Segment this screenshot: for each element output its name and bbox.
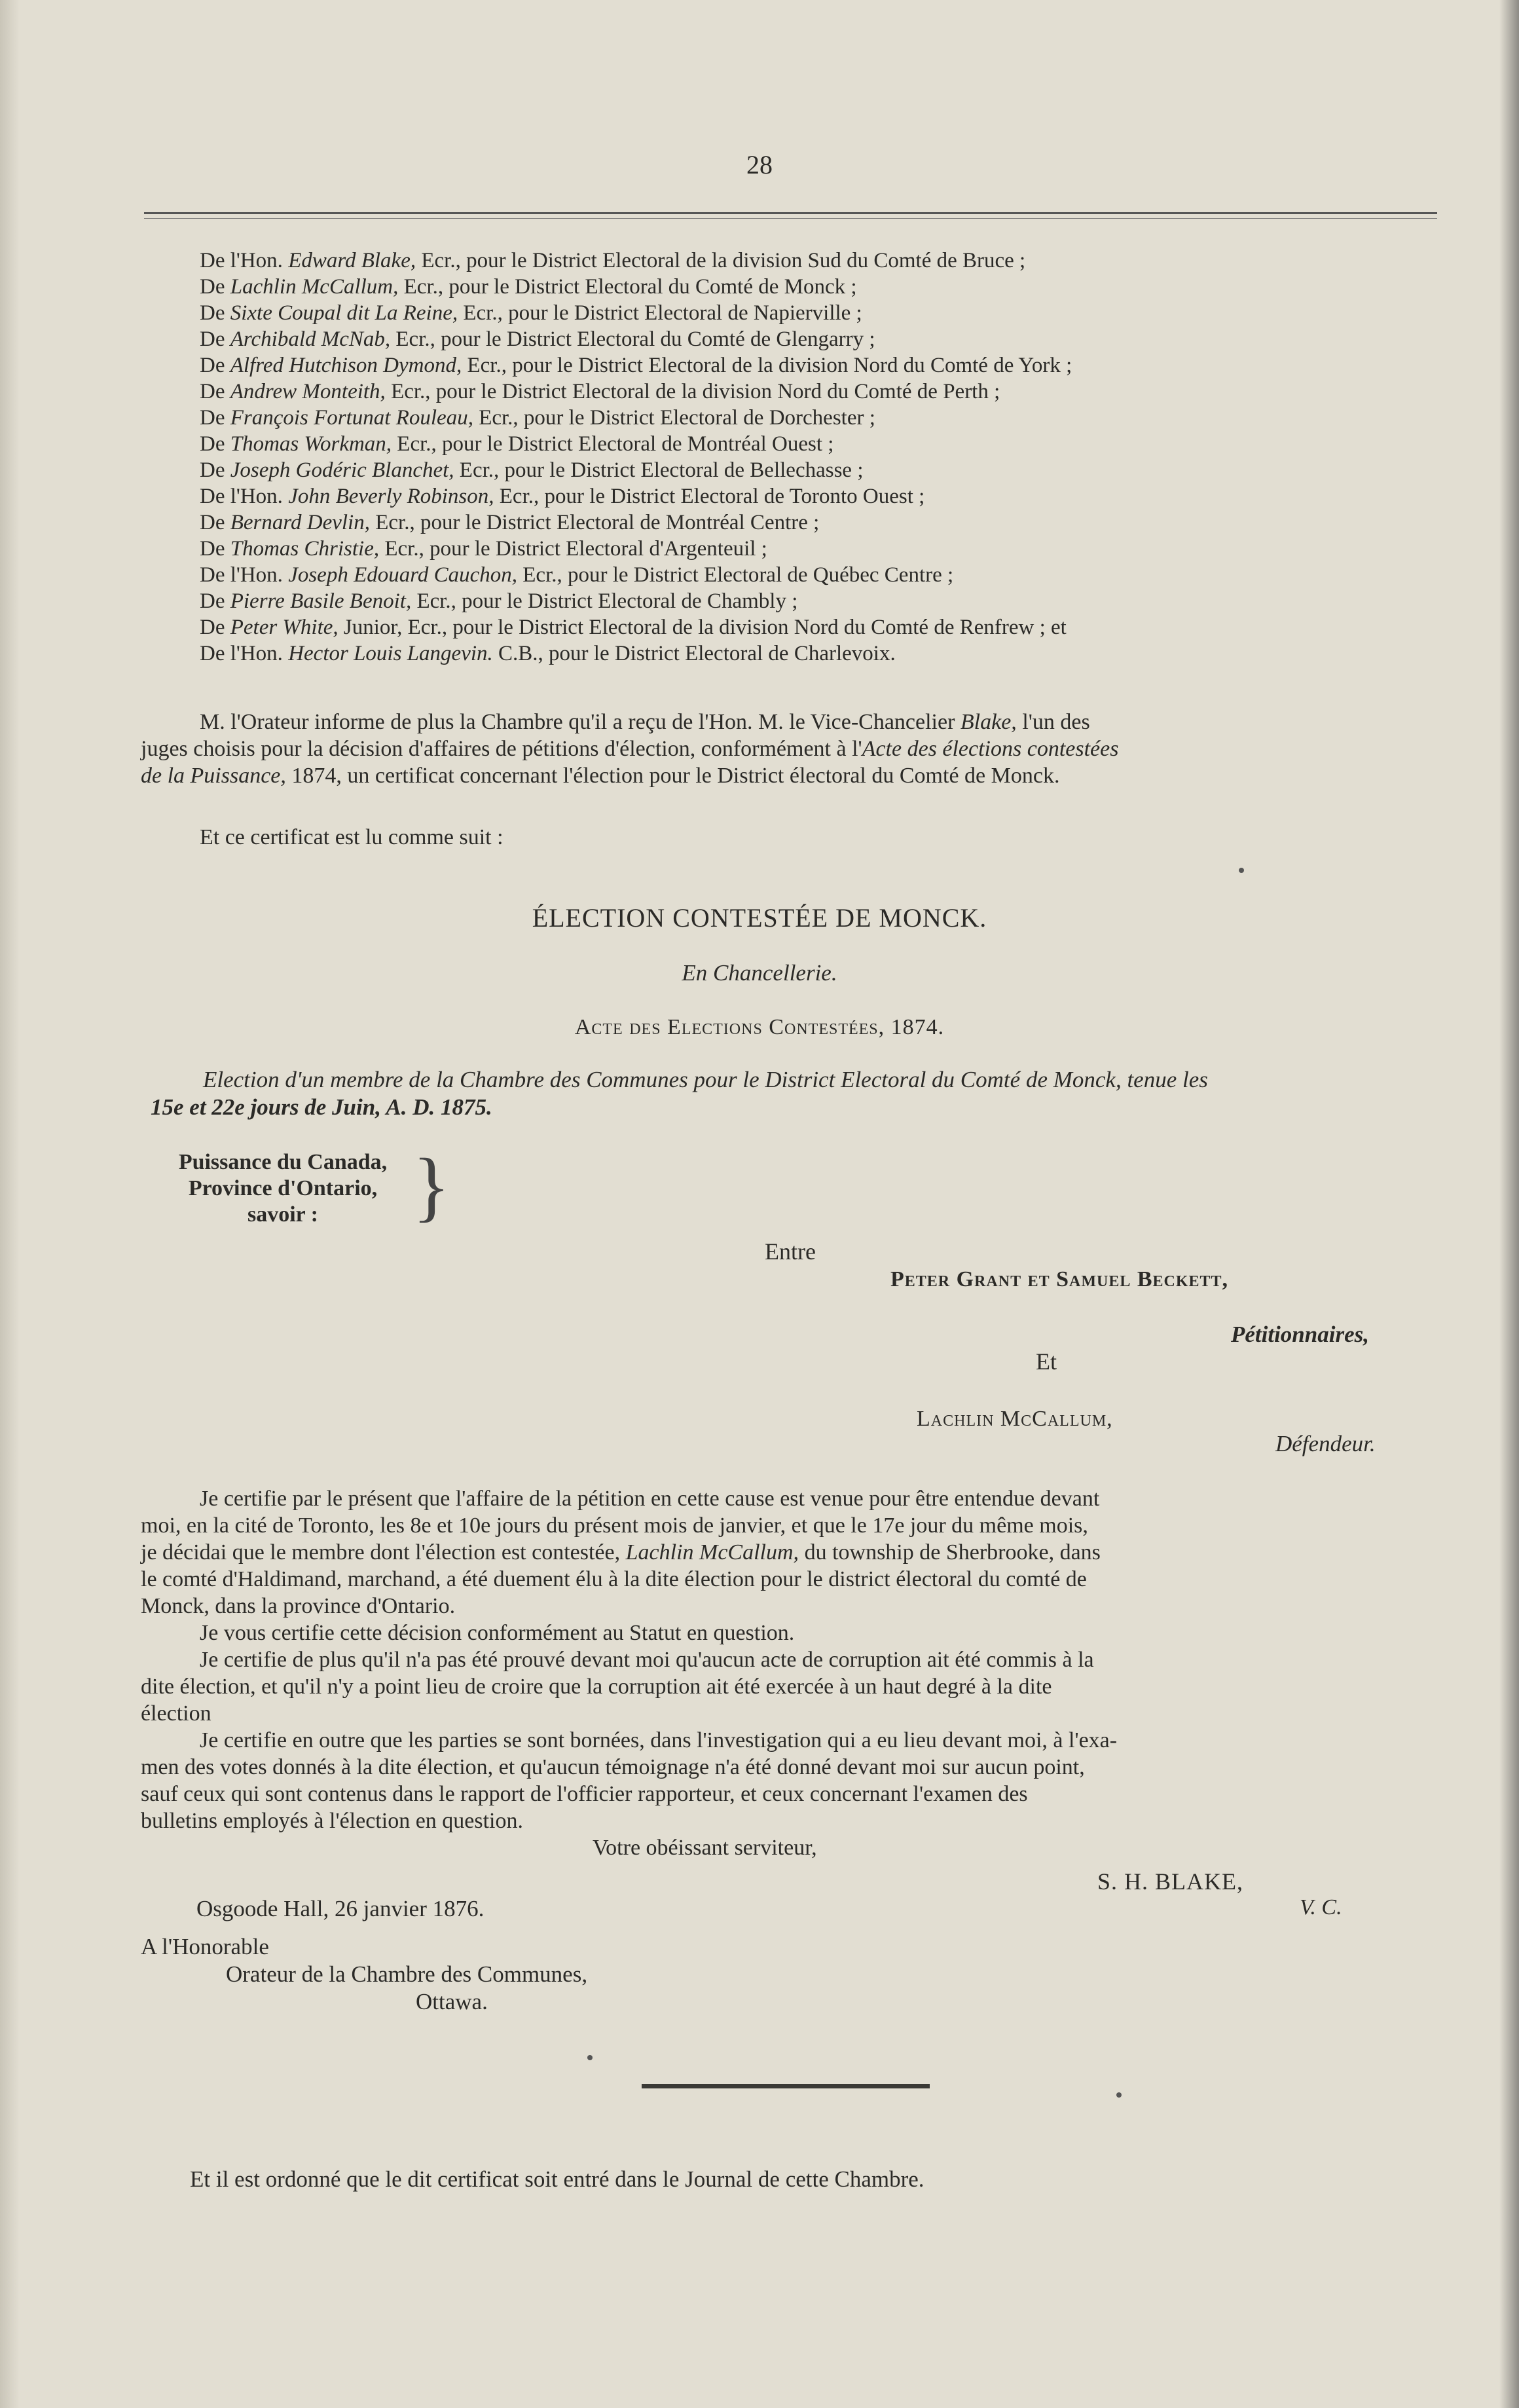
member-line: De François Fortunat Rouleau, Ecr., pour le District Electoral de Dorchester ; bbox=[200, 406, 875, 430]
member-line: De Peter White, Junior, Ecr., pour le District Electoral de la division Nord du Comté de Renfrew ; et bbox=[200, 616, 1067, 639]
certificate-body: Je certifie par le présent que l'affaire de la pétition en cette cause est venue pour être entendue devant moi, en la cité de Toronto, les 8e et 10e jours du présent mois de janvier, et que le 17e jour du même mois, je décidai que le membre dont l'élection est contestée, Lachlin McCallum, du township de Sherbrooke, dans le comté d'Haldimand, marchand, a été duement élu à la dite élection pour le district électoral du comté de Monck, dans la province d'Ontario. Je vous certifie cette décision conformément au Statut en question. Je certifie de plus qu'il n'a pas été prouvé devant moi qu'aucun acte de corruption ait été commis à la dite élection, et qu'il n'y a point lieu de croire que la corruption ait été exercée à un haut degré à la dite élection Je certifie en outre que les parties se sont bornées, dans l'investigation qui a eu lieu devant moi, à l'exa- men des votes donnés à la dite élection, et qu'aucun témoignage n'a été donné devant moi sur aucun point, sauf ceux qui sont contenus dans le rapport de l'officier rapporteur, et ceux concernant l'examen des bulletins employés à l'élection en question. Votre obéissant serviteur, bbox=[141, 1487, 1118, 1860]
final-order: Et il est ordonné que le dit certificat soit entré dans le Journal de cette Chambre. bbox=[190, 2166, 924, 2192]
subheading-acte: Acte des Elections Contestées, 1874. bbox=[574, 1015, 945, 1039]
member-line: De l'Hon. Joseph Edouard Cauchon, Ecr., pour le District Electoral de Québec Centre ; bbox=[200, 563, 954, 587]
signature-name: S. H. BLAKE, bbox=[1097, 1868, 1244, 1895]
address-block: A l'Honorable Orateur de la Chambre des Communes, Ottawa. bbox=[141, 1934, 588, 2014]
section-heading: ÉLECTION CONTESTÉE DE MONCK. bbox=[532, 903, 987, 933]
footer-rule bbox=[642, 2084, 930, 2088]
member-line: De Pierre Basile Benoit, Ecr., pour le District Electoral de Chambly ; bbox=[200, 589, 798, 613]
member-line: De l'Hon. Edward Blake, Ecr., pour le District Electoral de la division Sud du Comté de Bruce ; bbox=[200, 249, 1026, 272]
brace-icon: } bbox=[412, 1142, 450, 1229]
header-rule-thin bbox=[144, 218, 1437, 219]
petitionnaires-label: Pétitionnaires, bbox=[1231, 1322, 1369, 1347]
member-line: De Alfred Hutchison Dymond, Ecr., pour le District Electoral de la division Nord du Comté de York ; bbox=[200, 354, 1072, 377]
speck bbox=[1116, 2092, 1122, 2098]
place-date: Osgoode Hall, 26 janvier 1876. bbox=[196, 1896, 485, 1921]
paragraph-lecture: Et ce certificat est lu comme suit : bbox=[200, 825, 503, 849]
member-list bbox=[200, 248, 1470, 667]
petitioners-names: Peter Grant et Samuel Beckett, bbox=[890, 1267, 1229, 1291]
et-label: Et bbox=[1036, 1348, 1057, 1375]
speck bbox=[587, 2055, 593, 2060]
member-line: De Lachlin McCallum, Ecr., pour le District Electoral du Comté de Monck ; bbox=[200, 275, 857, 299]
member-line: De Archibald McNab, Ecr., pour le District Electoral du Comté de Glengarry ; bbox=[200, 327, 875, 351]
page-shadow-right bbox=[1499, 0, 1519, 2408]
member-line: De Sixte Coupal dit La Reine, Ecr., pour le District Electoral de Napierville ; bbox=[200, 301, 862, 325]
member-line: De Thomas Workman, Ecr., pour le District Electoral de Montréal Ouest ; bbox=[200, 432, 834, 456]
paragraph-orateur: M. l'Orateur informe de plus la Chambre qu'il a reçu de l'Hon. M. le Vice-Chancelier Blake, l'un des juges choisis pour la décision d'affaires de pétitions d'élection, conformément à l'Acte des élections contestées de la Puissance, 1874, un certificat concernant l'élection pour le District électoral du Comté de Monck. bbox=[141, 710, 1119, 788]
member-line: De Thomas Christie, Ecr., pour le District Electoral d'Argenteuil ; bbox=[200, 537, 767, 561]
header-rule bbox=[144, 212, 1437, 214]
member-line: De Bernard Devlin, Ecr., pour le District Electoral de Montréal Centre ; bbox=[200, 511, 820, 534]
defendant-name: Lachlin McCallum, bbox=[917, 1407, 1113, 1431]
member-line: De Andrew Monteith, Ecr., pour le District Electoral de la division Nord du Comté de Perth ; bbox=[200, 380, 1000, 403]
speck bbox=[1239, 868, 1244, 873]
member-line: De l'Hon. Hector Louis Langevin. C.B., pour le District Electoral de Charlevoix. bbox=[200, 642, 896, 665]
page-number: 28 bbox=[746, 150, 773, 179]
page-shadow-left bbox=[0, 0, 20, 2408]
election-title: Election d'un membre de la Chambre des Communes pour le District Electoral du Comté de Monck, tenue les 15e et 22e jours de Juin, A. D. 1875. bbox=[151, 1067, 1208, 1120]
defendeur-label: Défendeur. bbox=[1275, 1431, 1376, 1456]
signature-title: V. C. bbox=[1300, 1895, 1342, 1919]
province-block: Puissance du Canada, Province d'Ontario, savoir : bbox=[178, 1150, 388, 1227]
subheading-chancellerie: En Chancellerie. bbox=[682, 960, 837, 986]
member-line: De Joseph Godéric Blanchet, Ecr., pour le District Electoral de Bellechasse ; bbox=[200, 458, 864, 482]
entre-label: Entre bbox=[765, 1238, 816, 1265]
member-line: De l'Hon. John Beverly Robinson, Ecr., pour le District Electoral de Toronto Ouest ; bbox=[200, 485, 925, 508]
